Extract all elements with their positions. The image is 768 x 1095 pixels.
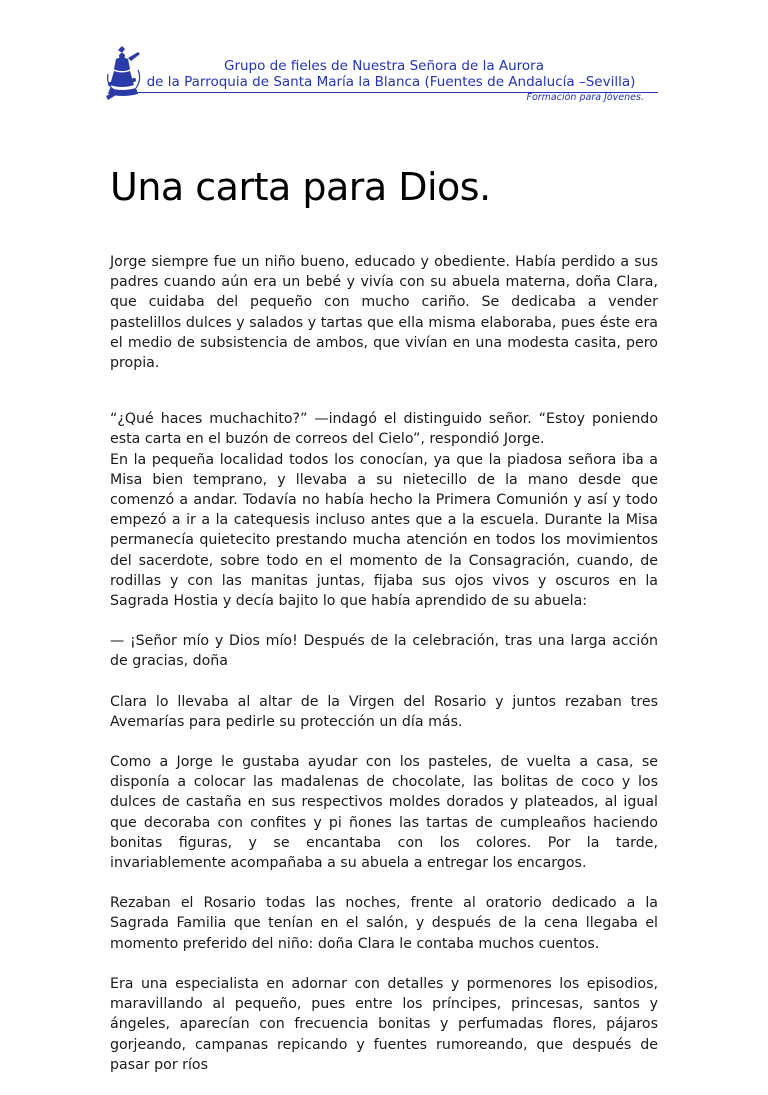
paragraph: En la pequeña localidad todos los conocían, ya que la piadosa señora iba a Misa bien temprano, y llevaba a su nietecillo de la mano desde que comenzó a andar. Todavía no había hecho la Primera Comunión y así y todo empezó a ir a la catequesis incluso antes que a la escuela. Durante la Misa permanecía quietecito prestando mucha atención en todos los movimientos del sacerdote, sobre todo en el momento de la Consagración, cuando, de rodillas y con las manitas juntas, fijaba sus ojos vivos y oscuros en la Sagrada Hostia y decía bajito lo que había aprendido de su abuela: <box>110 451 658 610</box>
paragraph: “¿Qué haces muchachito?” —indagó el distinguido señor. “Estoy poniendo esta carta en el buzón de correos del Cielo”, respondió Jorge. <box>110 411 658 448</box>
paragraph: Jorge siempre fue un niño bueno, educado y obediente. Había perdido a sus padres cuando aún era un bebé y vivía con su abuela materna, doña Clara, que cuidaba del pequeño con mucho cariño. Se dedicaba a vender pastelillos dulces y salados y tartas que ella misma elaboraba, pues éste era el medio de subsistencia de ambos, que vivían en una modesta casita, pero propia. <box>110 254 658 372</box>
document-body <box>110 252 658 1095</box>
paragraph: Rezaban el Rosario todas las noches, frente al oratorio dedicado a la Sagrada Familia que tenían en el salón, y después de la cena llegaba el momento preferido del niño: doña Clara le contaba muchos cuentos. <box>110 895 658 952</box>
paragraph: Clara lo llevaba al altar de la Virgen del Rosario y juntos rezaban tres Avemarías para pedirle su protección un día más. <box>110 693 658 730</box>
page-title: Una carta para Dios. <box>110 165 491 209</box>
paragraph: Era una especialista en adornar con detalles y pormenores los episodios, maravillando al pequeño, pues entre los príncipes, princesas, santos y ángeles, aparecían con frecuencia bonitas y perfumadas flores, pájaros gorjeando, campanas repicando y fuentes rumoreando, que después de pasar por ríos <box>110 975 658 1073</box>
paragraph: — ¡Señor mío y Dios mío! Después de la celebración, tras una larga acción de gracias, doña <box>110 633 658 670</box>
paragraph: Como a Jorge le gustaba ayudar con los pasteles, de vuelta a casa, se disponía a colocar las madalenas de chocolate, las bolitas de coco y los dulces de castaña en sus respectivos moldes dorados y plateados, al igual que decoraba con confites y pi ñones las tartas de cumpleaños haciendo bonitas figuras, y se encantaba con los colores. Por la tarde, invariablemente acompañaba a su abuela a entregar los encargos. <box>110 754 658 872</box>
header-subtitle: Formación para Jóvenes. <box>526 92 644 103</box>
document-header <box>104 44 664 104</box>
header-group-name: Grupo de fieles de Nuestra Señora de la Aurora <box>223 58 545 74</box>
header-parish-name: de la Parroquia de Santa María la Blanca (Fuentes de Andalucía –Sevilla) <box>146 74 636 90</box>
